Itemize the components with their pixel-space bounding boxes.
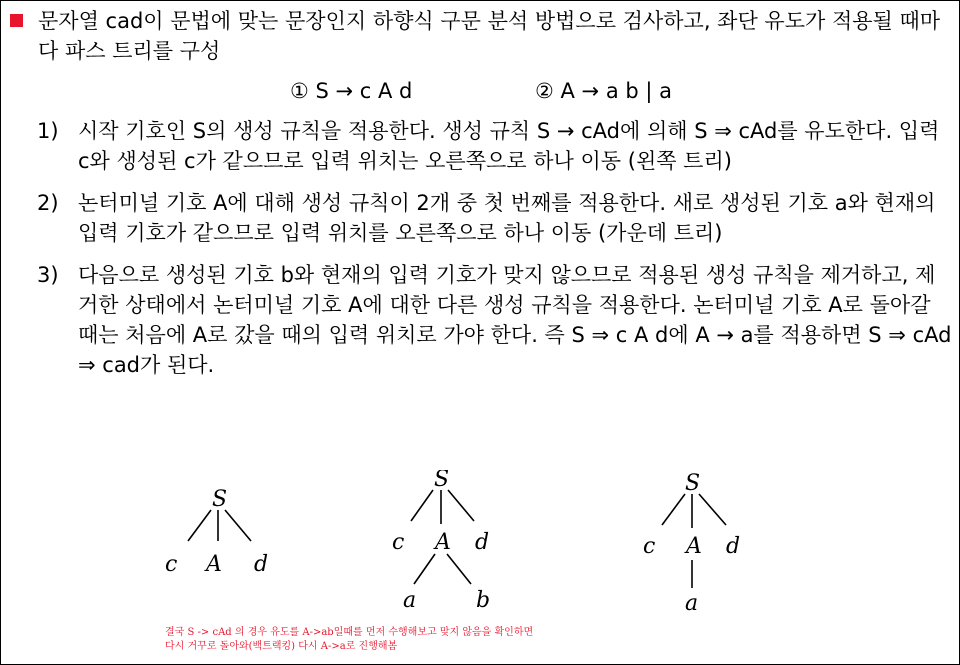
note-line-1: 결국 S -> cAd 의 경우 유도를 A->ab일때를 먼저 수행해보고 맞지 않음을 확인하면 xyxy=(165,627,534,638)
tree-node: d xyxy=(254,552,269,577)
tree-edge xyxy=(414,554,435,584)
steps-list xyxy=(37,116,952,392)
tree-node: a xyxy=(685,591,699,616)
parse-tree-left xyxy=(188,510,251,541)
tree-node: d xyxy=(726,534,741,559)
tree-node: c xyxy=(165,552,178,577)
grammar-rules xyxy=(0,76,960,108)
parse-trees-svg xyxy=(0,470,960,620)
tree-edge xyxy=(448,490,474,521)
tree-edge xyxy=(662,494,685,525)
note-line-2: 다시 거꾸로 돌아와(백트랙킹) 다시 A->a로 진행해봄 xyxy=(165,641,398,652)
step-text: 시작 기호인 S의 생성 규칙을 적용한다. 생성 규칙 S → cAd에 의해 S ⇒ cAd를 유도한다. 입력 c와 생성된 c가 같으므로 입력 위치는 오른쪽으로 하나 이동 (왼쪽 트리) xyxy=(78,119,940,173)
tree-node-root: S xyxy=(212,487,228,512)
step-3 xyxy=(37,260,952,380)
backtracking-note xyxy=(165,626,533,654)
tree-node: b xyxy=(476,588,491,613)
tree-node: A xyxy=(686,534,702,559)
step-1 xyxy=(37,116,952,176)
step-2 xyxy=(37,188,952,248)
step-number: 1) xyxy=(37,119,59,143)
grammar-rule-2: ② A → a b | a xyxy=(535,79,672,103)
bullet-square-icon xyxy=(10,14,23,27)
tree-node: d xyxy=(475,530,490,555)
tree-node-root: S xyxy=(685,471,701,496)
tree-node-root: S xyxy=(434,470,450,492)
tree-edge xyxy=(447,554,471,584)
step-number: 3) xyxy=(37,263,59,287)
tree-edge xyxy=(225,510,251,541)
grammar-rule-1: ① S → c A d xyxy=(290,79,413,103)
tree-edge xyxy=(699,494,726,525)
title-text: 문자열 cad이 문법에 맞는 문장인지 하향식 구문 분석 방법으로 검사하고, 좌단 유도가 적용될 때마다 파스 트리를 구성 xyxy=(38,9,941,63)
tree-node: A xyxy=(435,530,451,555)
tree-node: a xyxy=(403,588,417,613)
tree-node: A xyxy=(206,552,222,577)
step-text: 다음으로 생성된 기호 b와 현재의 입력 기호가 맞지 않으므로 적용된 생성 규칙을 제거하고, 제거한 상태에서 논터미널 기호 A에 대한 다른 생성 규칙을 적용한다. 논터미널 기호 A로 돌아갈 때는 처음에 A로 갔을 때의 입력 위치로 가야 한다. 즉 S ⇒ c A d에 A → a를 적용하면 S ⇒ cAd ⇒ cad가 된다. xyxy=(78,263,952,377)
parse-trees xyxy=(0,470,960,620)
step-text: 논터미널 기호 A에 대해 생성 규칙이 2개 중 첫 번째를 적용한다. 새로 생성된 기호 a와 현재의 입력 기호가 같으므로 입력 위치를 오른쪽으로 하나 이동 (가운데 트리) xyxy=(78,191,936,245)
step-number: 2) xyxy=(37,191,59,215)
tree-edge xyxy=(411,490,433,521)
tree-edge xyxy=(188,510,211,541)
tree-node: c xyxy=(643,534,656,559)
slide-title xyxy=(10,6,950,66)
tree-node: c xyxy=(392,530,405,555)
